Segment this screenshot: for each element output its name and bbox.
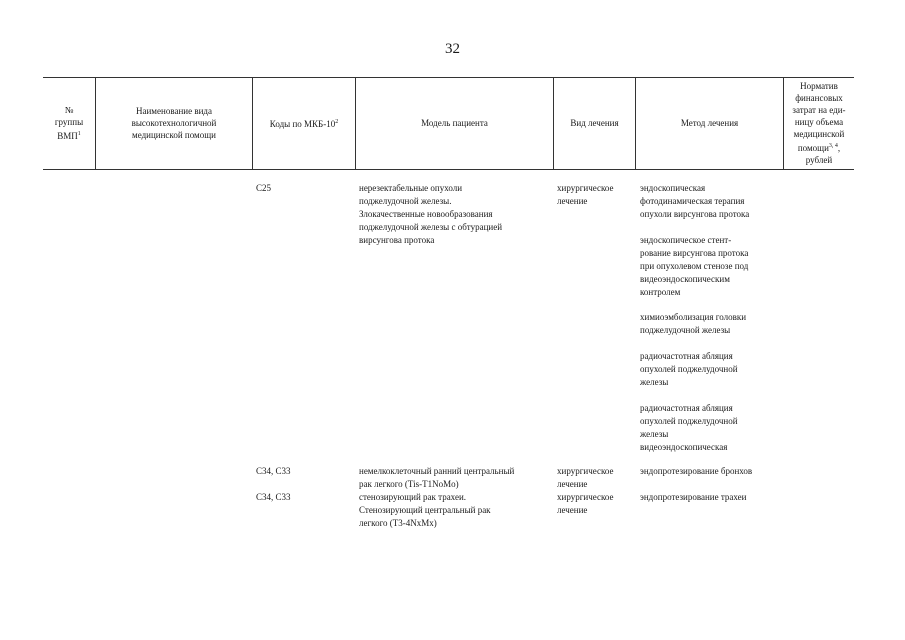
- patient-model-cell: немелкоклеточный ранний центральный рак легкого (Tis-T1NoMo): [359, 466, 515, 489]
- header-treatment-method: Метод лечения: [680, 118, 739, 128]
- header-care-type: Наименование вида высокотехнологичной медицинской помощи: [131, 106, 217, 140]
- patient-model-cell: нерезектабельные опухоли поджелудочной железы. Злокачественные новообразования поджелудочной железы с обтурацией вирсунгова протока: [359, 183, 503, 245]
- treatment-method-cell: эндопротезирование трахеи: [640, 492, 747, 502]
- header-icd-codes: Коды по МКБ-$10^2$: [269, 119, 339, 129]
- treatment-method-cell: эндопротезирование бронхов: [640, 466, 753, 476]
- treatment-method-cell: радиочастотная абляция опухолей поджелудочной железы: [640, 351, 738, 387]
- page-number: 32: [445, 41, 460, 57]
- icd-code-cell: С25: [256, 183, 272, 193]
- treatment-type-cell: хирургическое лечение: [557, 183, 614, 206]
- patient-model-cell: стенозирующий рак трахеи. Стенозирующий центральный рак легкого (Т3-4NxMx): [359, 492, 491, 528]
- table-header-bottom-border: [43, 169, 854, 170]
- treatment-type-cell: хирургическое лечение: [557, 466, 614, 489]
- header-patient-model: Модель пациента: [421, 118, 488, 128]
- treatment-method-cell: радиочастотная абляция опухолей поджелудочной железы видеоэндоскопическая: [640, 403, 738, 452]
- header-group-number: № группы ВМП$^1$: [54, 105, 84, 141]
- icd-code-cell: С34, С33: [256, 492, 291, 502]
- header-treatment-type: Вид лечения: [570, 118, 619, 128]
- treatment-method-cell: эндоскопическая фотодинамическая терапия опухоли вирсунгова протока: [640, 183, 750, 219]
- header-cost-norm: Норматив финансовых затрат на еди- ницу объема медицинской помощи$^{3, 4}$, рублей: [792, 81, 846, 165]
- icd-code-cell: С34, С33: [256, 466, 291, 476]
- treatment-method-cell: химиоэмболизация головки поджелудочной железы: [640, 312, 747, 335]
- treatment-method-cell: эндоскопическое стент- рование вирсунгова протока при опухолевом стенозе под видеоэндоскопическим контролем: [640, 235, 749, 297]
- treatment-type-cell: хирургическое лечение: [557, 492, 614, 515]
